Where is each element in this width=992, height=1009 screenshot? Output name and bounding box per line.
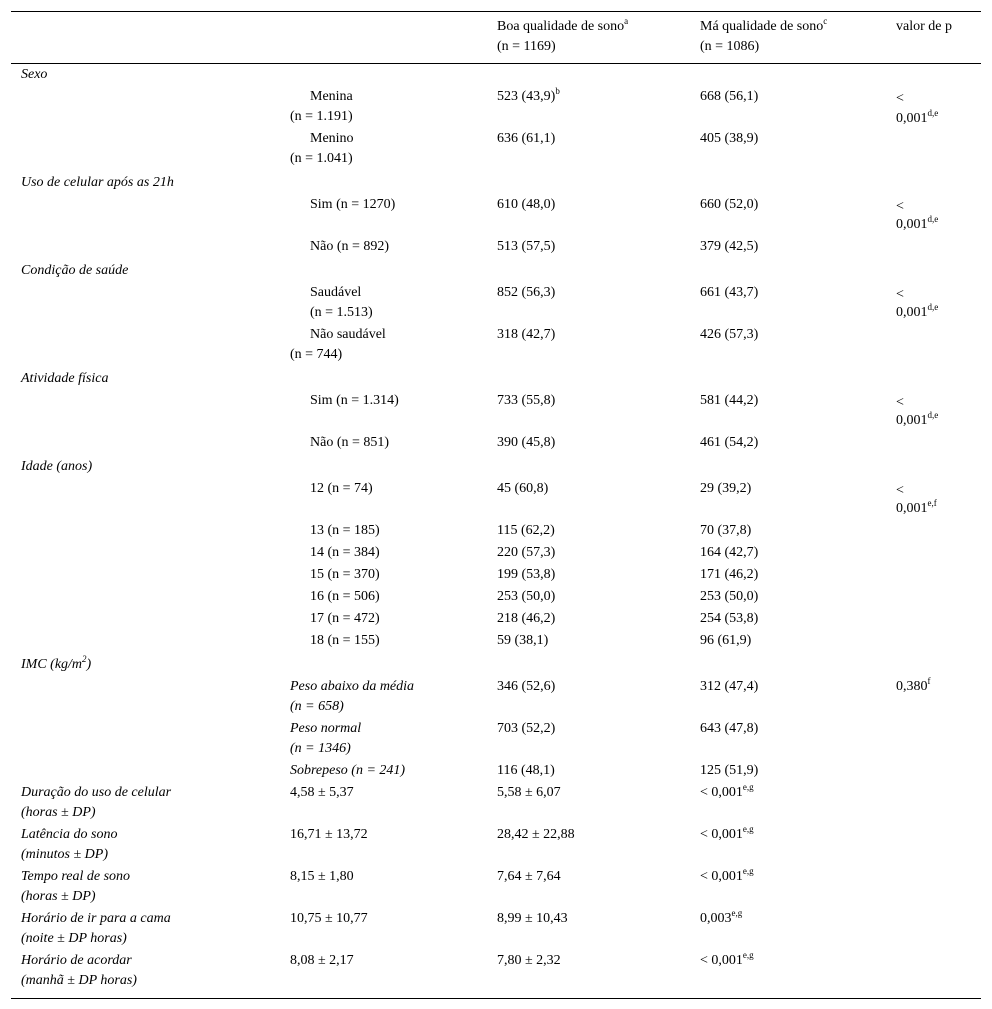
cell-bad: 29 (39,2) xyxy=(700,481,752,496)
cell-p: < xyxy=(896,199,904,214)
cell-bad: 461 (54,2) xyxy=(700,435,759,450)
row-label: Saudável xyxy=(310,285,362,300)
row-label: Sobrepeso (n = 241) xyxy=(290,763,406,778)
row-label: Peso normal xyxy=(290,721,362,736)
cell-p: 0,380$^f$ xyxy=(896,676,931,694)
row-label-unit: (horas ± DP) xyxy=(21,889,96,904)
cell-good: 7,80 ± 2,32 xyxy=(497,953,561,968)
row-label: Duração do uso de celular xyxy=(21,785,172,800)
row-label: Sim (n = 1270) xyxy=(310,197,396,212)
row-label: 17 (n = 472) xyxy=(310,611,380,626)
section-atividade: Atividade física xyxy=(21,371,109,386)
sleep-quality-table xyxy=(11,11,981,999)
cell-p: < xyxy=(896,287,904,302)
row-label-unit: (manhã ± DP horas) xyxy=(21,973,137,988)
section-imc: IMC $(kg/m^2)$ xyxy=(21,654,92,672)
row-label: 18 (n = 155) xyxy=(310,633,380,648)
cell-p: < $0,001^{e,g}$ xyxy=(700,950,754,968)
cell-good: 116 (48,1) xyxy=(497,763,555,778)
row-label: Não (n = 892) xyxy=(310,239,390,254)
cell-good: 610 (48,0) xyxy=(497,197,556,212)
cell-value: 16,71 ± 13,72 xyxy=(290,827,368,842)
row-label-unit: (noite ± DP horas) xyxy=(21,931,127,946)
header-bad-sleep-n: (n = 1086) xyxy=(700,39,760,54)
row-label-n: (n = 744) xyxy=(290,347,343,362)
section-idade: Idade (anos) xyxy=(21,459,93,474)
row-label: Não (n = 851) xyxy=(310,435,390,450)
cell-p: < xyxy=(896,91,904,106)
cell-bad: 581 (44,2) xyxy=(700,393,759,408)
cell-good: 7,64 ± 7,64 xyxy=(497,869,561,884)
cell-bad: 312 (47,4) xyxy=(700,679,759,694)
cell-bad: 405 (38,9) xyxy=(700,131,759,146)
row-label-n: (n = 1.191) xyxy=(290,109,353,124)
cell-good: 703 (52,2) xyxy=(497,721,556,736)
cell-value: 4,58 ± 5,37 xyxy=(290,785,354,800)
row-label: Peso abaixo da média xyxy=(290,679,415,694)
cell-good: 8,99 ± 10,43 xyxy=(497,911,568,926)
cell-p: 0,001$^{d,e}$ xyxy=(896,108,939,126)
cell-good: 733 (55,8) xyxy=(497,393,556,408)
cell-p: < $0,001^{e,g}$ xyxy=(700,824,754,842)
cell-bad: 70 (37,8) xyxy=(700,523,752,538)
cell-good: 218 (46,2) xyxy=(497,611,556,626)
header-p-value: valor de p xyxy=(896,19,952,34)
cell-good: 28,42 ± 22,88 xyxy=(497,827,575,842)
cell-p: 0,003$^{e,g}$ xyxy=(700,908,743,926)
cell-bad: 253 (50,0) xyxy=(700,589,759,604)
cell-bad: 125 (51,9) xyxy=(700,763,759,778)
cell-bad: 96 (61,9) xyxy=(700,633,752,648)
row-label: Horário de ir para a cama xyxy=(21,911,171,926)
cell-bad: 171 (46,2) xyxy=(700,567,759,582)
cell-bad: 164 (42,7) xyxy=(700,545,759,560)
cell-bad: 643 (47,8) xyxy=(700,721,759,736)
section-celular: Uso de celular após as 21h xyxy=(21,175,174,190)
header-bad-sleep: Má qualidade de sono$^c$ xyxy=(700,16,828,34)
row-label-n: (n = 1.513) xyxy=(310,305,373,320)
row-label-unit: (horas ± DP) xyxy=(21,805,96,820)
row-label: 12 (n = 74) xyxy=(310,481,373,496)
cell-p: 0,001$^{d,e}$ xyxy=(896,214,939,232)
cell-good: 5,58 ± 6,07 xyxy=(497,785,561,800)
cell-p: 0,001$^{d,e}$ xyxy=(896,410,939,428)
cell-good: 115 (62,2) xyxy=(497,523,555,538)
row-label: Latência do sono xyxy=(21,827,118,842)
cell-good: 220 (57,3) xyxy=(497,545,556,560)
cell-bad: 379 (42,5) xyxy=(700,239,759,254)
section-sexo: Sexo xyxy=(21,67,48,82)
cell-p: < xyxy=(896,395,904,410)
cell-value: 8,15 ± 1,80 xyxy=(290,869,354,884)
row-label: 14 (n = 384) xyxy=(310,545,380,560)
cell-good: 59 (38,1) xyxy=(497,633,549,648)
cell-p: < xyxy=(896,483,904,498)
cell-value: 10,75 ± 10,77 xyxy=(290,911,368,926)
cell-good: 513 (57,5) xyxy=(497,239,556,254)
row-label: 16 (n = 506) xyxy=(310,589,380,604)
cell-bad: 254 (53,8) xyxy=(700,611,759,626)
cell-bad: 661 (43,7) xyxy=(700,285,759,300)
header-good-sleep-n: (n = 1169) xyxy=(497,39,556,54)
row-label: Menina xyxy=(310,89,353,104)
section-saude: Condição de saúde xyxy=(21,263,129,278)
cell-p: 0,001$^{d,e}$ xyxy=(896,302,939,320)
cell-bad: 668 (56,1) xyxy=(700,89,759,104)
row-label: Tempo real de sono xyxy=(21,869,131,884)
row-label: 15 (n = 370) xyxy=(310,567,380,582)
header-good-sleep: Boa qualidade de sono$^a$ xyxy=(497,16,629,34)
row-label: Horário de acordar xyxy=(21,953,132,968)
cell-good: 199 (53,8) xyxy=(497,567,556,582)
row-label-unit: (minutos ± DP) xyxy=(21,847,109,862)
cell-bad: 426 (57,3) xyxy=(700,327,759,342)
cell-bad: 660 (52,0) xyxy=(700,197,759,212)
cell-p: 0,001$^{e,f}$ xyxy=(896,498,937,516)
row-label-n: (n = 1346) xyxy=(290,741,351,756)
cell-good: 318 (42,7) xyxy=(497,327,556,342)
cell-value: 8,08 ± 2,17 xyxy=(290,953,354,968)
cell-good: 523 $(43,9)^b$ xyxy=(497,86,560,104)
row-label: Não saudável xyxy=(310,327,386,342)
cell-good: 852 (56,3) xyxy=(497,285,556,300)
row-label-n: (n = 658) xyxy=(290,699,344,714)
cell-good: 45 (60,8) xyxy=(497,481,549,496)
cell-good: 253 (50,0) xyxy=(497,589,556,604)
cell-good: 346 (52,6) xyxy=(497,679,556,694)
row-label: Sim (n = 1.314) xyxy=(310,393,399,408)
row-label-n: (n = 1.041) xyxy=(290,151,353,166)
cell-good: 390 (45,8) xyxy=(497,435,556,450)
row-label: Menino xyxy=(310,131,354,146)
row-label: 13 (n = 185) xyxy=(310,523,380,538)
cell-p: < $0,001^{e,g}$ xyxy=(700,866,754,884)
cell-good: 636 (61,1) xyxy=(497,131,556,146)
table-header xyxy=(11,12,981,64)
cell-p: < $0,001^{e,g}$ xyxy=(700,782,754,800)
